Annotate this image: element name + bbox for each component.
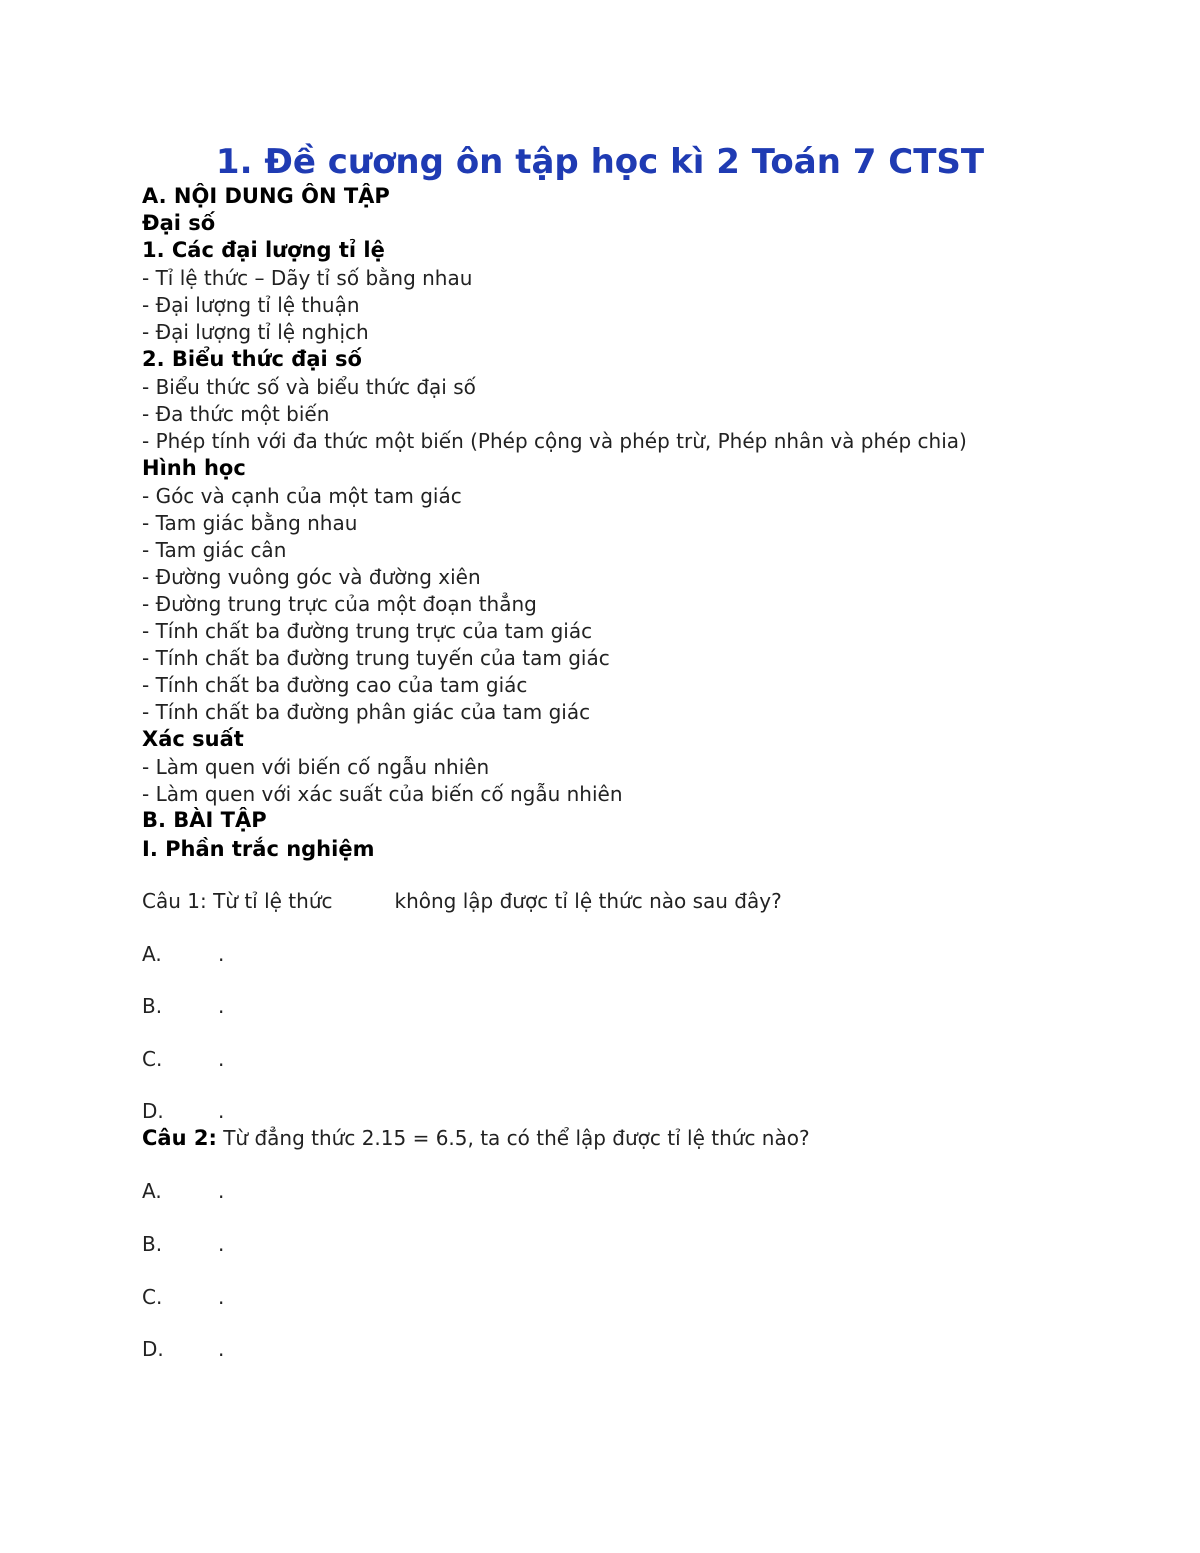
option-dot: . bbox=[218, 1232, 225, 1256]
list-item: - Tính chất ba đường trung trực của tam giác bbox=[142, 619, 593, 643]
list-item: - Làm quen với xác suất của biến cố ngẫu nhiên bbox=[142, 782, 623, 806]
list-item: - Góc và cạnh của một tam giác bbox=[142, 484, 462, 508]
algebra-sub2-heading: 2. Biểu thức đại số bbox=[142, 347, 362, 371]
q1-option-a[interactable] bbox=[142, 941, 225, 968]
q1-option-c[interactable] bbox=[142, 1046, 225, 1073]
option-dot: . bbox=[218, 1285, 225, 1309]
question-2-label: Câu 2: bbox=[142, 1126, 217, 1150]
list-item: - Tính chất ba đường phân giác của tam giác bbox=[142, 700, 591, 724]
option-label: C. bbox=[142, 1047, 163, 1071]
algebra-sub1-heading: 1. Các đại lượng tỉ lệ bbox=[142, 238, 385, 262]
question-1-suffix: không lập được tỉ lệ thức nào sau đây? bbox=[394, 889, 782, 913]
option-label: D. bbox=[142, 1337, 164, 1361]
list-item: - Tỉ lệ thức – Dãy tỉ số bằng nhau bbox=[142, 266, 473, 290]
list-item: - Tính chất ba đường cao của tam giác bbox=[142, 673, 528, 697]
option-dot: . bbox=[218, 1337, 225, 1361]
probability-heading: Xác suất bbox=[142, 727, 244, 751]
q2-option-c[interactable] bbox=[142, 1284, 225, 1311]
list-item: - Đa thức một biến bbox=[142, 402, 330, 426]
list-item: - Làm quen với biến cố ngẫu nhiên bbox=[142, 755, 490, 779]
list-item: - Tính chất ba đường trung tuyến của tam giác bbox=[142, 646, 610, 670]
list-item: - Đường trung trực của một đoạn thẳng bbox=[142, 592, 537, 616]
section-b-heading: B. BÀI TẬP bbox=[142, 808, 267, 832]
section-a-heading: A. NỘI DUNG ÔN TẬP bbox=[142, 184, 390, 208]
option-label: C. bbox=[142, 1285, 163, 1309]
option-dot: . bbox=[218, 1099, 225, 1123]
part1-heading: I. Phần trắc nghiệm bbox=[142, 837, 375, 861]
option-dot: . bbox=[218, 1179, 225, 1203]
geometry-heading: Hình học bbox=[142, 456, 246, 480]
option-dot: . bbox=[218, 942, 225, 966]
question-2 bbox=[142, 1125, 810, 1152]
question-2-text: Từ đẳng thức 2.15 = 6.5, ta có thể lập được tỉ lệ thức nào? bbox=[216, 1126, 810, 1150]
question-1-prefix: Câu 1: Từ tỉ lệ thức bbox=[142, 889, 333, 913]
list-item: - Đại lượng tỉ lệ thuận bbox=[142, 293, 360, 317]
list-item: - Đường vuông góc và đường xiên bbox=[142, 565, 481, 589]
option-label: A. bbox=[142, 1179, 162, 1203]
q2-option-b[interactable] bbox=[142, 1231, 225, 1258]
list-item: - Đại lượng tỉ lệ nghịch bbox=[142, 320, 369, 344]
q2-option-a[interactable] bbox=[142, 1178, 225, 1205]
list-item: - Phép tính với đa thức một biến (Phép cộng và phép trừ, Phép nhân và phép chia) bbox=[142, 429, 967, 453]
option-label: A. bbox=[142, 942, 162, 966]
page-title: 1. Đề cương ôn tập học kì 2 Toán 7 CTST bbox=[215, 142, 985, 182]
option-label: B. bbox=[142, 1232, 163, 1256]
q1-option-d[interactable] bbox=[142, 1098, 225, 1125]
q2-option-d[interactable] bbox=[142, 1336, 225, 1363]
option-label: B. bbox=[142, 994, 163, 1018]
list-item: - Tam giác cân bbox=[142, 538, 287, 562]
question-1 bbox=[142, 888, 782, 915]
list-item: - Tam giác bằng nhau bbox=[142, 511, 358, 535]
list-item: - Biểu thức số và biểu thức đại số bbox=[142, 375, 476, 399]
q1-option-b[interactable] bbox=[142, 993, 225, 1020]
algebra-heading: Đại số bbox=[142, 211, 216, 235]
option-dot: . bbox=[218, 994, 225, 1018]
option-dot: . bbox=[218, 1047, 225, 1071]
option-label: D. bbox=[142, 1099, 164, 1123]
